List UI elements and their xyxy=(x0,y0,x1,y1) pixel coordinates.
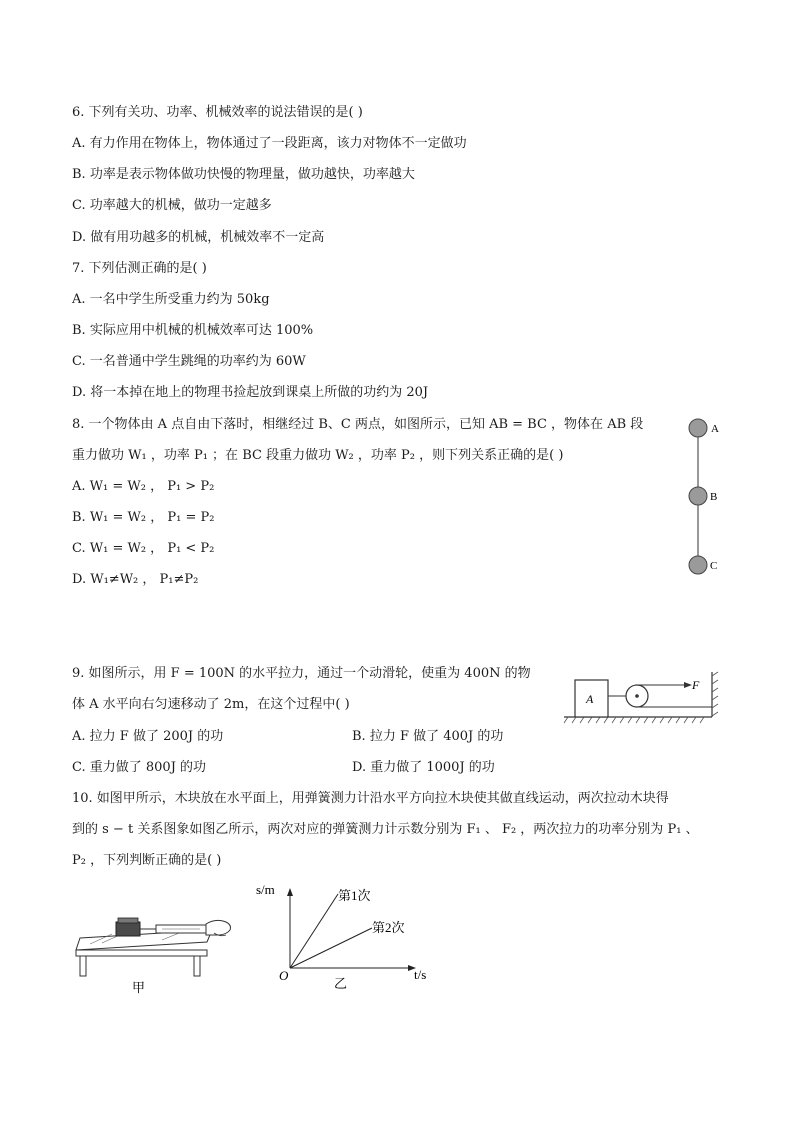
q8-option-a: A. W₁ = W₂ ， P₁ > P₂ xyxy=(72,479,215,494)
force-label: F xyxy=(692,678,700,692)
q10-stem-line2: 到的 s − t 关系图象如图乙所示，两次对应的弹簧测力计示数分别为 F₁ 、 F₂ ，两次拉力的功率分别为 P₁ 、 xyxy=(72,822,699,837)
q6-option-c: C. 功率越大的机械，做功一定越多 xyxy=(72,198,272,213)
q10-stem-line1: 10. 如图甲所示，木块放在水平面上，用弹簧测力计沿水平方向拉木块使其做直线运动，两次拉动木块得 xyxy=(72,791,669,806)
q10-stem-line3: P₂ ，下列判断正确的是( ) xyxy=(72,853,222,868)
origin-label: O xyxy=(279,968,289,983)
q8-stem-line1: 8. 一个物体由 A 点自由下落时，相继经过 B、C 两点，如图所示，已知 AB = BC ，物体在 AB 段 xyxy=(72,417,644,432)
label-b: B xyxy=(710,491,718,503)
q9-option-c: C. 重力做了 800J 的功 xyxy=(72,760,207,775)
q7-option-d: D. 将一本掉在地上的物理书捡起放到课桌上所做的功约为 20J xyxy=(72,385,429,400)
block-label: A xyxy=(586,692,594,706)
hand xyxy=(206,920,231,935)
q6-option-b: B. 功率是表示物体做功快慢的物理量，做功越快，功率越大 xyxy=(72,167,415,182)
line-first xyxy=(290,894,338,968)
y-axis-label: s/m xyxy=(256,882,275,897)
q9-pulley-figure xyxy=(562,668,730,728)
wood-block xyxy=(116,922,140,936)
q6-stem: 6. 下列有关功、功率、机械效率的说法错误的是( ) xyxy=(72,105,363,120)
q8-stem-line2: 重力做功 W₁ ，功率 P₁ ；在 BC 段重力做功 W₂ ，功率 P₂ ，则下列关系正确的是( ) xyxy=(72,448,564,463)
ball-c xyxy=(689,556,707,574)
q9-stem-line1: 9. 如图所示，用 F = 100N 的水平拉力，通过一个动滑轮，使重为 400N 的物 xyxy=(72,666,531,681)
q9-option-d: D. 重力做了 1000J 的功 xyxy=(352,760,495,775)
figure-caption-yi: 乙 xyxy=(334,976,348,990)
x-axis-label: t/s xyxy=(414,967,427,982)
q8-option-b: B. W₁ = W₂ ， P₁ = P₂ xyxy=(72,510,215,525)
q7-option-b: B. 实际应用中机械的机械效率可达 100% xyxy=(72,323,314,338)
label-a: A xyxy=(711,423,719,435)
ball-b xyxy=(689,487,707,505)
line-second-label: 第2次 xyxy=(372,920,405,935)
q8-option-c: C. W₁ = W₂ ， P₁ < P₂ xyxy=(72,541,215,556)
q8-option-d: D. W₁≠W₂ ， P₁≠P₂ xyxy=(72,572,199,587)
q7-stem: 7. 下列估测正确的是( ) xyxy=(72,261,207,276)
line-first-label: 第1次 xyxy=(338,888,371,903)
q9-stem-line2: 体 A 水平向右匀速移动了 2m，在这个过程中( ) xyxy=(72,697,350,712)
q7-option-a: A. 一名中学生所受重力约为 50kg xyxy=(72,292,270,307)
q9-option-b: B. 拉力 F 做了 400J 的功 xyxy=(352,729,504,744)
label-c: C xyxy=(710,560,718,572)
line-second xyxy=(290,928,372,968)
q8-falling-ball-figure xyxy=(684,412,724,578)
q10-table-figure xyxy=(72,912,242,996)
q6-option-a: A. 有力作用在物体上，物体通过了一段距离，该力对物体不一定做功 xyxy=(72,136,467,151)
figure-caption-jia: 甲 xyxy=(132,980,146,995)
q9-option-a: A. 拉力 F 做了 200J 的功 xyxy=(72,729,224,744)
ball-a xyxy=(689,419,707,437)
force-arrow xyxy=(684,682,692,688)
q10-st-graph xyxy=(252,880,442,990)
q7-option-c: C. 一名普通中学生跳绳的功率约为 60W xyxy=(72,354,306,369)
q6-option-d: D. 做有用功越多的机械，机械效率不一定高 xyxy=(72,230,325,245)
